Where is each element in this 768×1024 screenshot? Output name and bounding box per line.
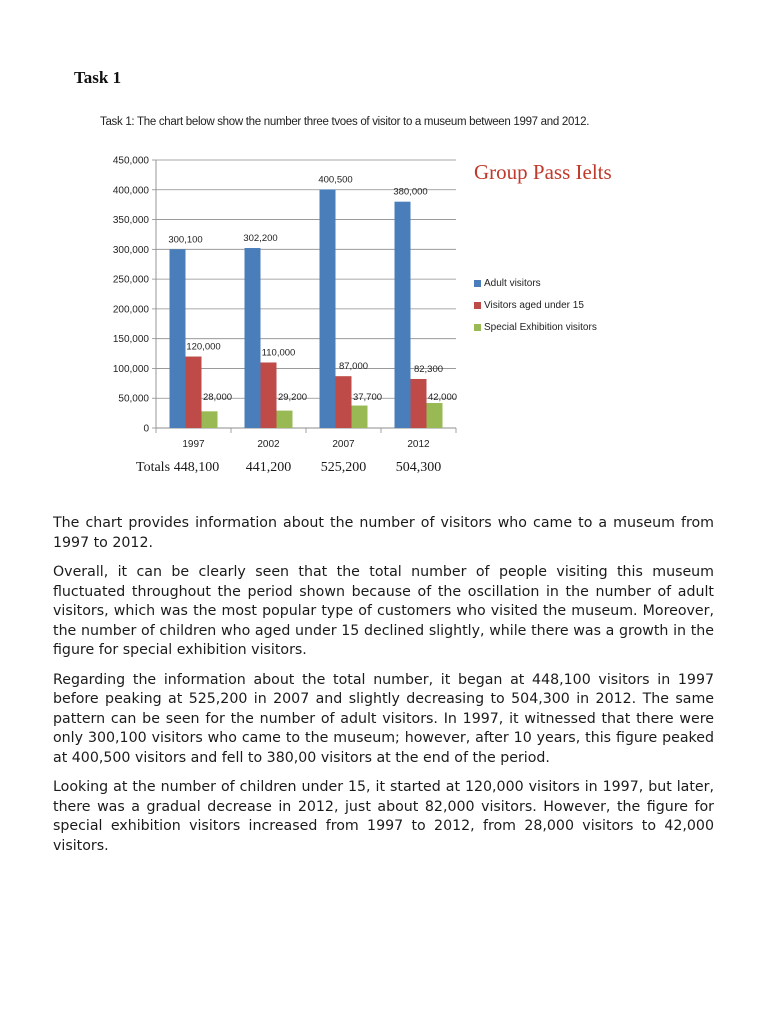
data-label: 82,300 (413, 363, 444, 375)
legend-label-adult: Adult visitors (484, 277, 541, 289)
y-tick-label: 300,000 (112, 244, 149, 256)
y-tick-label: 400,000 (112, 185, 149, 197)
y-tick-label: 50,000 (118, 393, 149, 405)
legend-item-adult (474, 272, 597, 294)
x-tick-label: 2002 (257, 439, 280, 450)
bar-adult-2012 (395, 202, 411, 428)
bar-under-15-2002 (261, 362, 277, 428)
totals-label: Totals (136, 460, 171, 475)
chart-legend (474, 272, 597, 338)
watermark-text: Group Pass Ielts (474, 160, 612, 184)
bar-special-exhibition-1997 (202, 411, 218, 428)
y-tick-label: 350,000 (112, 215, 149, 227)
data-label: 29,200 (277, 392, 308, 404)
y-tick-label: 200,000 (112, 304, 149, 316)
x-tick-label: 2007 (332, 439, 355, 450)
total-value: 504,300 (395, 460, 442, 475)
essay-paragraph: The chart provides information about the number of visitors who came to a museum from 1997 to 2012. (53, 515, 714, 551)
data-label: 87,000 (338, 361, 369, 373)
legend-swatch-under-15 (474, 302, 481, 309)
bar-special-exhibition-2012 (427, 403, 443, 428)
legend-item-under-15 (474, 294, 597, 316)
y-tick-label: 0 (143, 423, 149, 435)
legend-swatch-special-exhibition (474, 324, 481, 331)
legend-label-under-15: Visitors aged under 15 (484, 299, 584, 311)
data-label: 302,200 (243, 233, 278, 245)
bar-under-15-2007 (336, 376, 352, 428)
essay-body (53, 514, 714, 866)
y-tick-label: 250,000 (112, 274, 149, 286)
essay-paragraph: Regarding the information about the total number, it began at 448,100 visitors in 1997 before peaking at 525,200 in 2007 and slightly decreasing to 504,300 in 2012. The same pattern can be seen for the number of adult visitors. In 1997, it witnessed that there were only 300,100 visitors who came to the museum; however, after 10 years, this figure peaked at 400,500 visitors and fell to 380,00 visitors at the end of the period. (53, 671, 714, 766)
bar-special-exhibition-2002 (277, 411, 293, 428)
total-value: 525,200 (320, 460, 367, 475)
data-label: 300,100 (168, 234, 203, 246)
legend-swatch-adult (474, 280, 481, 287)
bar-under-15-1997 (186, 357, 202, 428)
legend-item-special-exhibition (474, 316, 597, 338)
bar-under-15-2012 (411, 379, 427, 428)
bar-adult-2002 (245, 248, 261, 428)
data-label: 37,700 (352, 392, 383, 404)
y-tick-label: 150,000 (112, 334, 149, 346)
x-tick-label: 2012 (407, 439, 430, 450)
bar-special-exhibition-2007 (352, 406, 368, 428)
bar-adult-2007 (320, 189, 336, 428)
data-label: 400,500 (318, 174, 353, 186)
y-tick-label: 100,000 (112, 363, 149, 375)
data-label: 28,000 (202, 392, 233, 404)
data-label: 110,000 (261, 347, 296, 359)
data-label: 120,000 (186, 341, 221, 353)
task-heading: Task 1 (74, 68, 122, 87)
x-tick-label: 1997 (182, 439, 205, 450)
y-tick-label: 450,000 (112, 155, 149, 167)
data-label: 42,000 (427, 392, 458, 404)
essay-paragraph: Overall, it can be clearly seen that the total number of people visiting this museum fluctuated throughout the period shown because of the oscillation in the number of adult visitors, which was the most popular type of customers who visited the museum. Moreover, the number of children who aged under 15 declined slightly, while there was a growth in the figure for special exhibition visitors. (53, 564, 714, 658)
data-label: 380,000 (393, 186, 428, 198)
legend-label-special-exhibition: Special Exhibition visitors (484, 321, 597, 333)
task-caption: Task 1: The chart below show the number three tvoes of visitor to a museum between 1997 and 2012. (100, 116, 590, 128)
total-value: 441,200 (245, 460, 292, 475)
bar-adult-1997 (170, 249, 186, 428)
total-value: 448,100 (173, 460, 220, 475)
essay-paragraph: Looking at the number of children under 15, it started at 120,000 visitors in 1997, but later, there was a gradual decrease in 2012, just about 82,000 visitors. However, the figure for special exhibition visitors increased from 1997 to 2012, from 28,000 visitors to 42,000 visitors. (53, 779, 714, 854)
